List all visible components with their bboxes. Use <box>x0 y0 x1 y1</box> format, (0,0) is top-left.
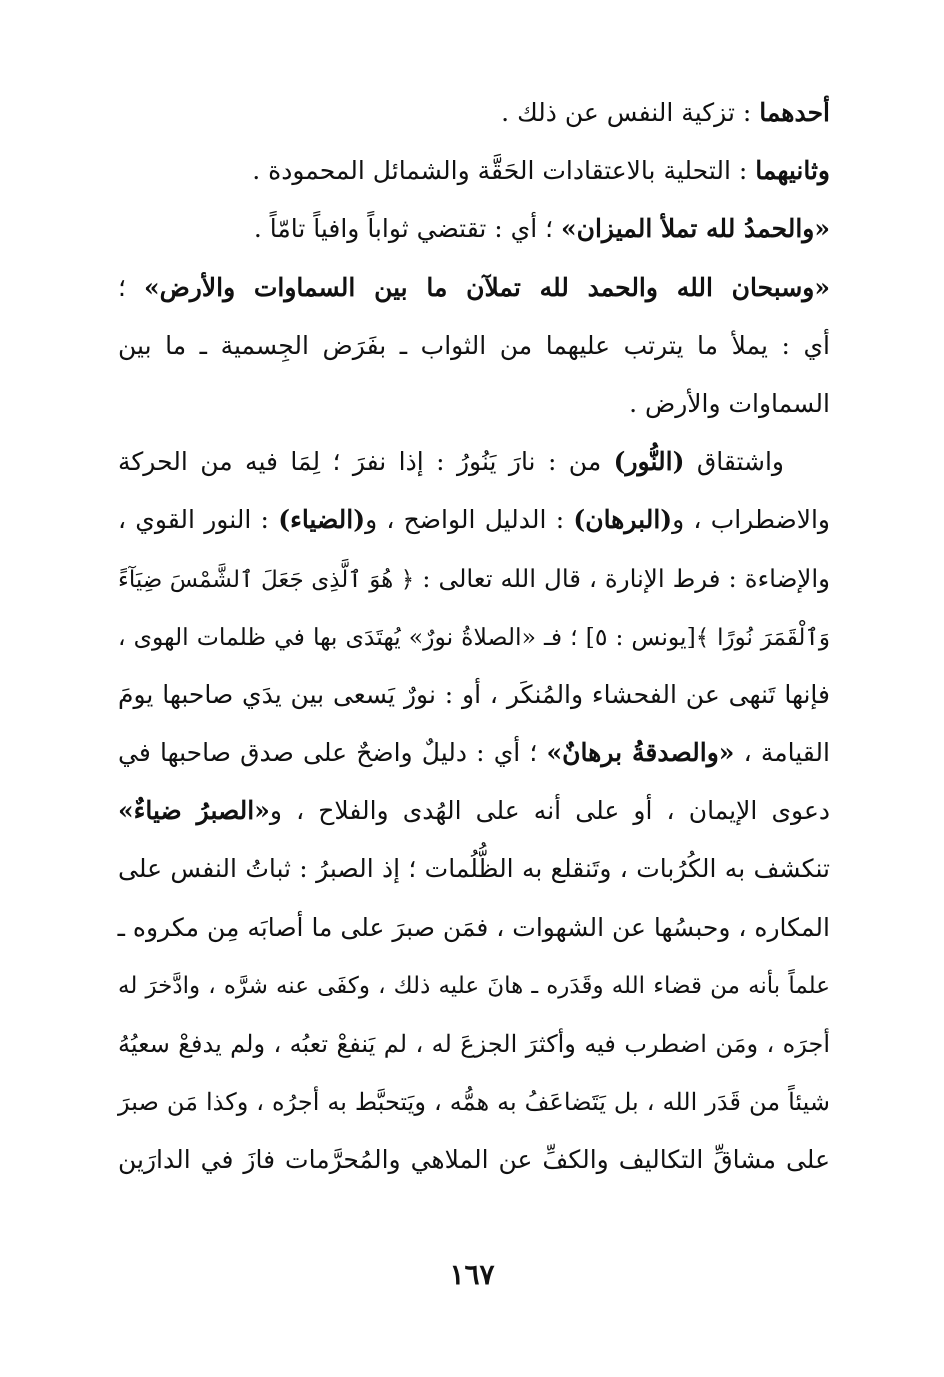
text-line-9: والإضاءة : فرط الإنارة ، قال الله تعالى : ﴿ هُوَ ٱلَّذِى جَعَلَ ٱلشَّمْسَ ضِيَآءً <box>118 563 830 593</box>
bold-term: (النُّور) <box>613 447 685 477</box>
text-line-6: السماوات والأرض . <box>629 388 830 418</box>
text-line-2: وثانيهما : التحلية بالاعتقادات الحَقَّة والشمائل المحمودة . <box>252 156 830 186</box>
text-line-10: وَٱلْقَمَرَ نُورًا ﴾[يونس : ٥] ؛ فـ «الصلاةُ نورٌ» يُهتَدَى بها في ظلمات الهوى ، <box>118 622 830 651</box>
text-line-11: فإنها تَنهى عن الفحشاء والمُنكَر ، أو : نورٌ يَسعى بين يدَي صاحبها يومَ <box>118 679 830 709</box>
bold-term: (الضياء) <box>278 505 366 535</box>
body-text <box>118 84 830 1190</box>
bold-term: أحدهما <box>759 98 830 127</box>
text-line-3: «والحمدُ لله تملأ الميزان» ؛ أي : تقتضي ثواباً وافياً تامّاً . <box>253 214 830 244</box>
text-line-4: «وسبحان الله والحمد لله تملآن ما بين السماوات والأرض» ؛ <box>118 272 830 302</box>
bold-quote: «الصبرُ ضياءٌ» <box>118 796 270 826</box>
text-line-18: شيئاً من قَدَر الله ، بل يَتَضاعَفُ به همُّه ، ويَتحبَّط به أجرُه ، وكذا مَن صبرَ <box>118 1088 830 1117</box>
page-number: ١٦٧ <box>449 1258 495 1291</box>
text-line-8: والاضطراب ، و(البرهان) : الدليل الواضح ، و(الضياء) : النور القوي ، <box>118 505 830 535</box>
bold-quote: «والصدقةُ برهانٌ» <box>546 738 735 768</box>
text-line-16: علماً بأنه من قضاء الله وقَدَره ـ هانَ عليه ذلك ، وكفَى عنه شرَّه ، وادَّخرَ له <box>118 972 830 999</box>
text-line-12: القيامة ، «والصدقةُ برهانٌ» ؛ أي : دليلٌ واضحٌ على صدق صاحبها في <box>118 738 830 768</box>
text-line-7: واشتقاق (النُّور) من : نارَ يَنُورُ : إذا نفرَ ؛ لِمَا فيه من الحركة <box>118 447 784 477</box>
bold-term: (البرهان) <box>573 505 673 535</box>
bold-term: وثانيهما <box>755 156 830 186</box>
text-line-17: أجرَه ، ومَن اضطرب فيه وأكثرَ الجزعَ له ، لم يَنفعْ تعبُه ، ولم يدفعْ سعيُهُ <box>118 1030 830 1058</box>
text-line-13: دعوى الإيمان ، أو على أنه على الهُدى والفلاح ، و«الصبرُ ضياءٌ» <box>118 796 830 826</box>
text-line-19: على مشاقِّ التكاليف والكفِّ عن الملاهي والمُحرَّمات فازَ في الدارَين <box>118 1145 830 1175</box>
quran-verse: ﴿ هُوَ ٱلَّذِى جَعَلَ ٱلشَّمْسَ ضِيَآءً <box>118 566 415 593</box>
bold-quote: «والحمدُ لله تملأ الميزان» <box>561 214 830 244</box>
text-line-14: تنكشف به الكُرُبات ، وتَنقلع به الظُّلُمات ؛ إذ الصبرُ : ثباتُ النفس على <box>118 854 830 884</box>
bold-quote: «وسبحان الله والحمد لله تملآن ما بين السماوات والأرض» <box>143 272 830 302</box>
quran-verse: وَٱلْقَمَرَ نُورًا ﴾ <box>695 624 830 651</box>
text-line-1: أحدهما : تزكية النفس عن ذلك . <box>501 98 830 127</box>
text-line-5: أي : يملأ ما يترتب عليهما من الثواب ـ بفَرَض الجِسمية ـ ما بين <box>118 330 830 360</box>
text-line-15: المكاره ، وحبسُها عن الشهوات ، فمَن صبرَ على ما أصابَه مِن مكروه ـ <box>117 912 830 942</box>
